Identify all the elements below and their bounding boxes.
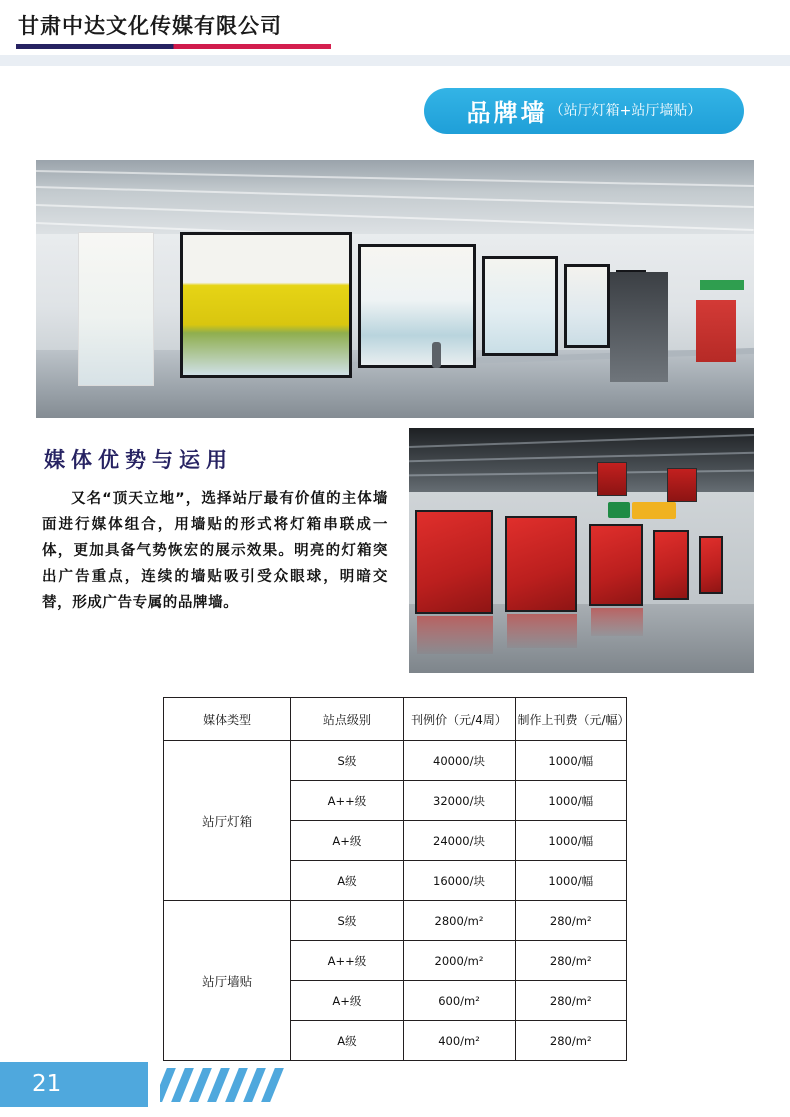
hero-lightbox-image: [183, 235, 349, 375]
hero-lightbox: [482, 256, 558, 356]
photo2-floor-reflection: [591, 608, 643, 636]
photo2-lightbox: [505, 516, 577, 612]
table-cell-grade: A++级: [291, 941, 403, 981]
table-cell-make: 1000/幅: [515, 741, 627, 781]
hero-red-ad: [696, 300, 736, 362]
hero-pedestrian: [432, 342, 441, 368]
table-cell-price: 40000/块: [403, 741, 515, 781]
table-header-station-grade: 站点级别: [291, 698, 403, 741]
table-cell-grade: S级: [291, 901, 403, 941]
photo2-floor-reflection: [507, 614, 577, 648]
company-name: 甘肃中达文化传媒有限公司: [18, 14, 282, 38]
table-cell-make: 1000/幅: [515, 821, 627, 861]
photo2-hanging-banner: [667, 468, 697, 502]
photo2-green-sign: [608, 502, 630, 518]
table-cell-media-type: 站厅墙贴: [164, 901, 291, 1061]
hero-lightbox: [358, 244, 476, 368]
footer-bar: [0, 1062, 148, 1107]
hero-wall-poster: [78, 232, 154, 386]
table-cell-grade: A++级: [291, 781, 403, 821]
photo2-lightbox: [415, 510, 493, 614]
table-cell-price: 600/m²: [403, 981, 515, 1021]
hero-lightbox-image: [567, 267, 607, 345]
hero-lightbox-image: [361, 247, 473, 365]
table-cell-grade: A+级: [291, 821, 403, 861]
hero-lightbox-image: [485, 259, 555, 353]
table-cell-grade: A级: [291, 861, 403, 901]
table-header-production-fee: 制作上刊费（元/幅）: [515, 698, 627, 741]
table-cell-make: 280/m²: [515, 1021, 627, 1061]
photo2-hanging-banner: [597, 462, 627, 496]
photo2-lightbox: [699, 536, 723, 594]
section-title-sub: （站厅灯箱+站厅墙贴）: [549, 103, 702, 119]
table-header-media-type: 媒体类型: [164, 698, 291, 741]
table-cell-price: 24000/块: [403, 821, 515, 861]
photo2-lightbox: [589, 524, 643, 606]
section-paragraph: 又名“顶天立地”，选择站厅最有价值的主体墙面进行媒体组合，用墙贴的形式将灯箱串联成一体，更加具备气势恢宏的展示效果。明亮的灯箱突出广告重点，连续的墙贴吸引受众眼球，明暗交替，形成广告专属的品牌墙。: [42, 491, 388, 611]
table-cell-price: 16000/块: [403, 861, 515, 901]
section-heading: 媒体优势与运用: [44, 448, 233, 472]
table-row: [164, 901, 627, 941]
section-title-badge: [424, 88, 744, 134]
hero-photo-brand-wall: [36, 160, 754, 418]
section-title-main: 品牌墙: [466, 98, 548, 127]
table-cell-make: 1000/幅: [515, 781, 627, 821]
price-table-body: [164, 741, 627, 1061]
table-cell-price: 400/m²: [403, 1021, 515, 1061]
table-cell-media-type: 站厅灯箱: [164, 741, 291, 901]
table-cell-price: 2000/m²: [403, 941, 515, 981]
hero-lightbox: [564, 264, 610, 348]
secondary-photo-wall-stickers: [409, 428, 754, 673]
photo2-exit-sign: [632, 502, 676, 519]
table-header-row: [164, 698, 627, 741]
hero-escalator: [610, 272, 668, 382]
header-band: [0, 55, 790, 66]
table-cell-grade: A级: [291, 1021, 403, 1061]
page-number: 21: [32, 1071, 62, 1097]
page-header: [0, 0, 790, 60]
footer-stripes: [160, 1068, 288, 1102]
table-cell-price: 2800/m²: [403, 901, 515, 941]
photo2-ceiling: [409, 428, 754, 498]
table-cell-grade: A+级: [291, 981, 403, 1021]
table-row: [164, 741, 627, 781]
table-header-list-price: 刊例价（元/4周）: [403, 698, 515, 741]
table-cell-make: 280/m²: [515, 941, 627, 981]
header-divider-rule: [16, 44, 331, 49]
hero-lightbox: [180, 232, 352, 378]
table-cell-make: 280/m²: [515, 901, 627, 941]
table-cell-make: 280/m²: [515, 981, 627, 1021]
table-cell-grade: S级: [291, 741, 403, 781]
photo2-lightbox: [653, 530, 689, 600]
table-cell-price: 32000/块: [403, 781, 515, 821]
price-table: [163, 697, 630, 1061]
price-table-head: [164, 698, 630, 741]
table-cell-make: 1000/幅: [515, 861, 627, 901]
photo2-floor-reflection: [417, 616, 493, 654]
hero-exit-sign: [700, 280, 744, 290]
